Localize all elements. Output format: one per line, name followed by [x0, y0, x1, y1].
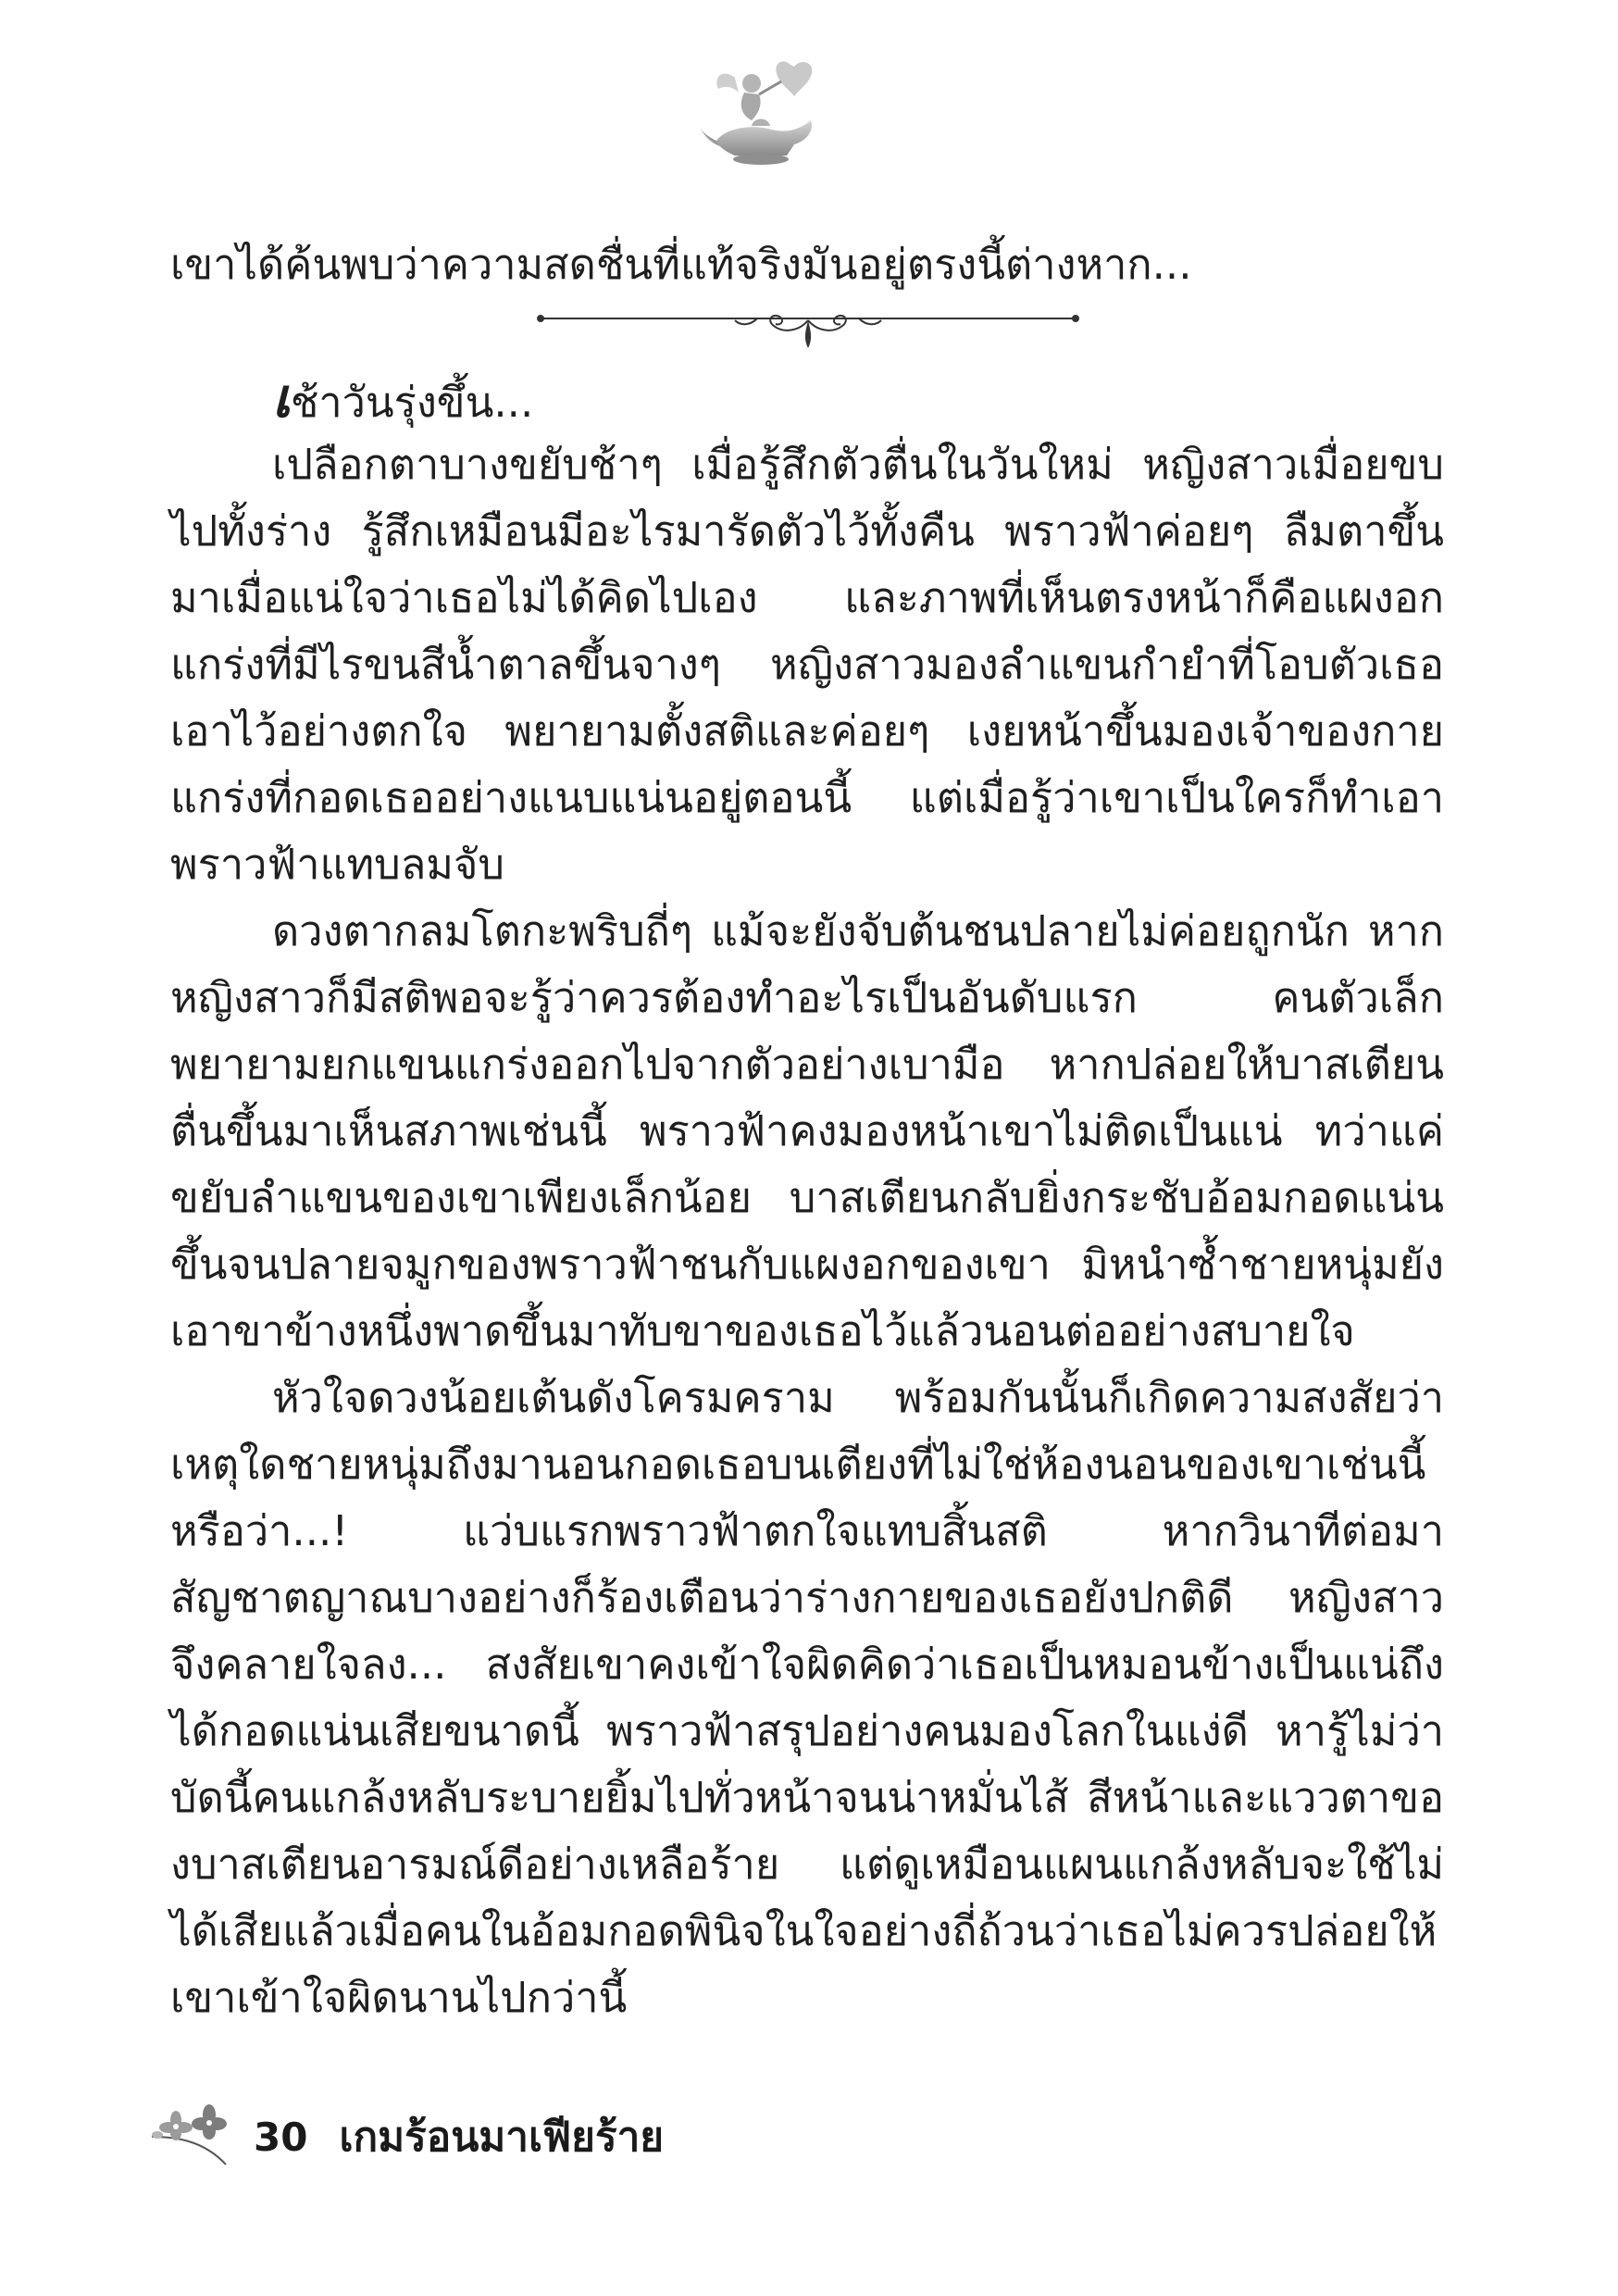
flourish-divider-icon — [535, 306, 1081, 352]
drop-cap: เ — [272, 367, 291, 430]
orchid-branch-icon — [148, 2100, 250, 2174]
page-footer — [148, 2100, 664, 2174]
book-title: เกมร้อนมาเฟียร้าย — [339, 2114, 665, 2161]
opening-line: ช้าวันรุ่งขึ้น... — [290, 378, 534, 427]
paragraph-1: เปลือกตาบางขยับช้าๆ เมื่อรู้สึกตัวตื่นในวันใหม่ หญิงสาวเมื่อยขบไปทั้งร่าง รู้สึกเหมือนมีอะไรมารัดตัวไว้ทั้งคืน พราวฟ้าค่อยๆ ลืมตาขึ้นมาเมื่อแน่ใจว่าเธอไม่ได้คิดไปเอง และภาพที่เห็นตรงหน้าก็คือแผงอกแกร่งที่มีไรขนสีน้ำตาลขึ้นจางๆ หญิงสาวมองลำแขนกำยำที่โอบตัวเธอเอาไว้อย่างตกใจ พยายามตั้งสติและค่อยๆ เงยหน้าขึ้นมองเจ้าของกายแกร่งที่กอดเธออย่างแนบแน่นอยู่ตอนนี้ แต่เมื่อรู้ว่าเขาเป็นใครก็ทำเอาพราวฟ้าแทบลมจับ — [170, 440, 1444, 889]
paragraph-2: ดวงตากลมโตกะพริบถี่ๆ แม้จะยังจับต้นชนปลายไม่ค่อยถูกนัก หากหญิงสาวก็มีสติพอจะรู้ว่าควรต้องทำอะไรเป็นอันดับแรก คนตัวเล็กพยายามยกแขนแกร่งออกไปจากตัวอย่างเบามือ หากปล่อยให้บาสเตียนตื่นขึ้นมาเห็นสภาพเช่นนี้ พราวฟ้าคงมองหน้าเขาไม่ติดเป็นแน่ ทว่าแค่ขยับลำแขนของเขาเพียงเล็กน้อย บาสเตียนกลับยิ่งกระชับอ้อมกอดแน่นขึ้นจนปลายจมูกของพราวฟ้าชนกับแผงอกของเขา มิหนำซ้ำชายหนุ่มยังเอาขาข้างหนึ่งพาดขึ้นมาทับขาของเธอไว้แล้วนอนต่ออย่างสบายใจ — [170, 906, 1444, 1355]
page-number: 30 — [254, 2114, 308, 2160]
chapter-opening — [272, 365, 533, 436]
cupid-lamp-icon — [698, 56, 828, 176]
closing-line: เขาได้ค้นพบว่าความสดชื่นที่แท้จริงมันอยู่ตรงนี้ต่างหาก... — [170, 240, 1192, 289]
paragraph-3: หัวใจดวงน้อยเต้นดังโครมคราม พร้อมกันนั้นก็เกิดความสงสัยว่าเหตุใดชายหนุ่มถึงมานอนกอดเธอบนเตียงที่ไม่ใช่ห้องนอนของเขาเช่นนี้ หรือว่า...! แว่บแรกพราวฟ้าตกใจแทบสิ้นสติ หากวินาทีต่อมาสัญชาตญาณบางอย่างก็ร้องเตือนว่าร่างกายของเธอยังปกติดี หญิงสาวจึงคลายใจลง... สงสัยเขาคงเข้าใจผิดคิดว่าเธอเป็นหมอนข้างเป็นแน่ถึงได้กอดแน่นเสียขนาดนี้ พราวฟ้าสรุปอย่างคนมองโลกในแง่ดี หารู้ไม่ว่าบัดนี้คนแกล้งหลับระบายยิ้มไปทั่วหน้าจนน่าหมั่นไส้ สีหน้าและแววตาของบาสเตียนอารมณ์ดีอย่างเหลือร้าย แต่ดูเหมือนแผนแกล้งหลับจะใช้ไม่ได้เสียแล้วเมื่อคนในอ้อมกอดพินิจในใจอย่างถี่ถ้วนว่าเธอไม่ควรปล่อยให้เขาเข้าใจผิดนานไปกว่านี้ — [170, 1373, 1444, 2022]
